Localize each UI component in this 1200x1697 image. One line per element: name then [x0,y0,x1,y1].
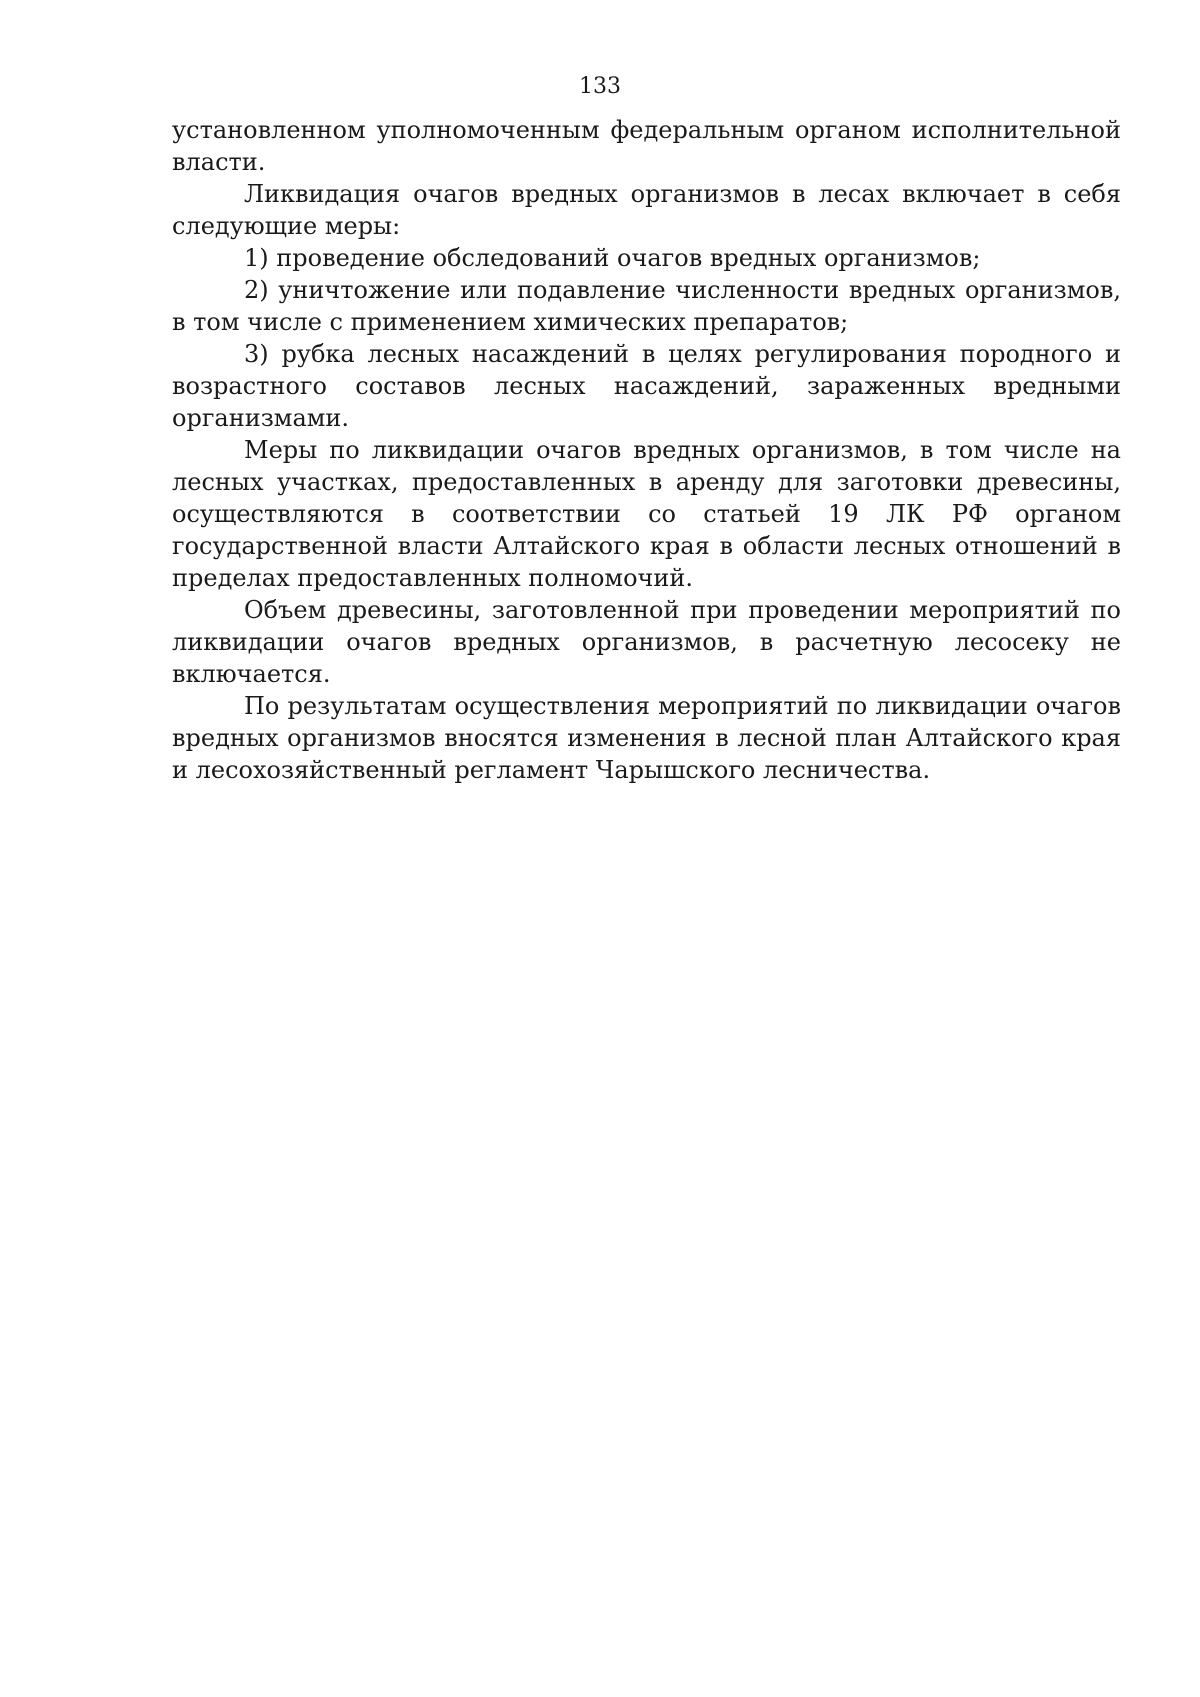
list-item-3: 3) рубка лесных насаждений в целях регулирования породного и возрастного составов лесных насаждений, зараженных вредными организмами. [172,340,1121,432]
list-item-2: 2) уничтожение или подавление численности вредных организмов, в том числе с применением химических препаратов; [172,276,1121,336]
page-number: 133 [579,74,621,99]
paragraph-wood-volume: Объем древесины, заготовленной при проведении мероприятий по ликвидации очагов вредных организмов, в расчетную лесосеку не включается. [172,596,1121,688]
list-item-1: 1) проведение обследований очагов вредных организмов; [244,244,981,272]
paragraph-continuation: установленном уполномоченным федеральным органом исполнительной власти. [172,116,1121,176]
paragraph-liquidation-measures: Ликвидация очагов вредных организмов в лесах включает в себя следующие меры: [172,180,1121,240]
document-body [172,114,1121,786]
paragraph-results: По результатам осуществления мероприятий по ликвидации очагов вредных организмов вносятся изменения в лесной план Алтайского края и лесохозяйственный регламент Чарышского лесничества. [172,692,1121,784]
paragraph-measures-implementation: Меры по ликвидации очагов вредных организмов, в том числе на лесных участках, предоставленных в аренду для заготовки древесины, осуществляются в соответствии со статьей 19 ЛК РФ органом государственной власти Алтайского края в области лесных отношений в пределах предоставленных полномочий. [172,436,1121,592]
